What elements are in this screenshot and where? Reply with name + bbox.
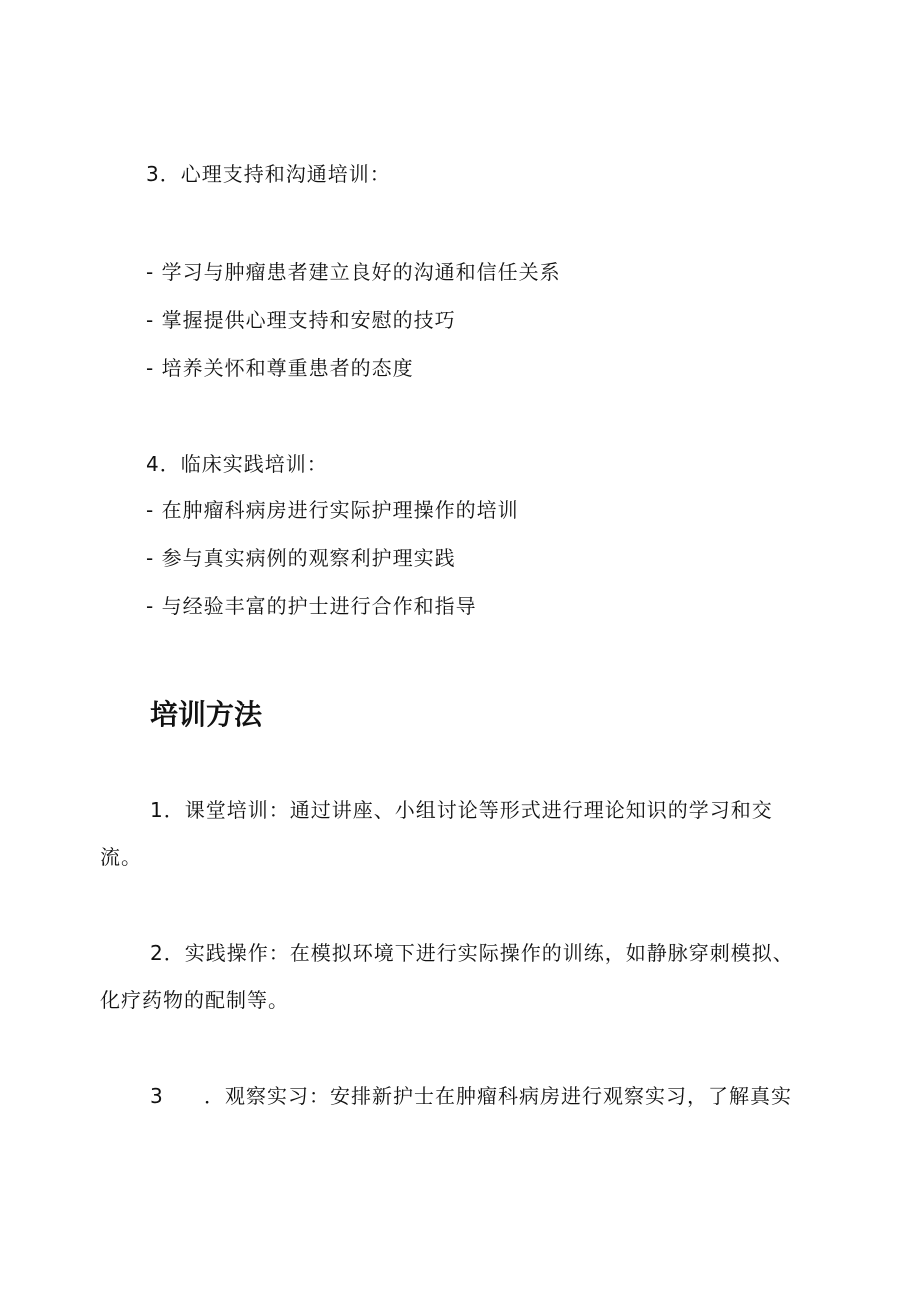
section4-item-3: - 与经验丰富的护士进行合作和指导	[146, 594, 477, 618]
section3-item-2: - 掌握提供心理支持和安慰的技巧	[146, 308, 456, 332]
method-2-line-2: 化疗药物的配制等。	[100, 988, 289, 1012]
section3-item-1: - 学习与肿瘤患者建立良好的沟通和信任关系	[146, 260, 561, 284]
method-3-text: ．观察实习：安排新护士在肿瘤科病房进行观察实习，了解真实	[204, 1084, 792, 1108]
section4-title: 4．临床实践培训：	[146, 452, 328, 476]
section3-title: 3．心理支持和沟通培训：	[146, 162, 391, 186]
section4-item-2: - 参与真实病例的观察利护理实践	[146, 546, 456, 570]
method-1-line-1: 1．课堂培训：通过讲座、小组讨论等形式进行理论知识的学习和交	[150, 798, 773, 822]
method-3-line-1	[150, 1082, 792, 1110]
section4-item-1: - 在肿瘤科病房进行实际护理操作的培训	[146, 498, 519, 522]
method-2-line-1: 2．实践操作：在模拟环境下进行实际操作的训练，如静脉穿刺模拟、	[150, 941, 794, 965]
method-1-line-2: 流。	[100, 845, 142, 869]
methods-heading: 培训方法	[150, 698, 263, 731]
method-3-number: 3	[150, 1084, 164, 1108]
section3-item-3: - 培养关怀和尊重患者的态度	[146, 356, 414, 380]
